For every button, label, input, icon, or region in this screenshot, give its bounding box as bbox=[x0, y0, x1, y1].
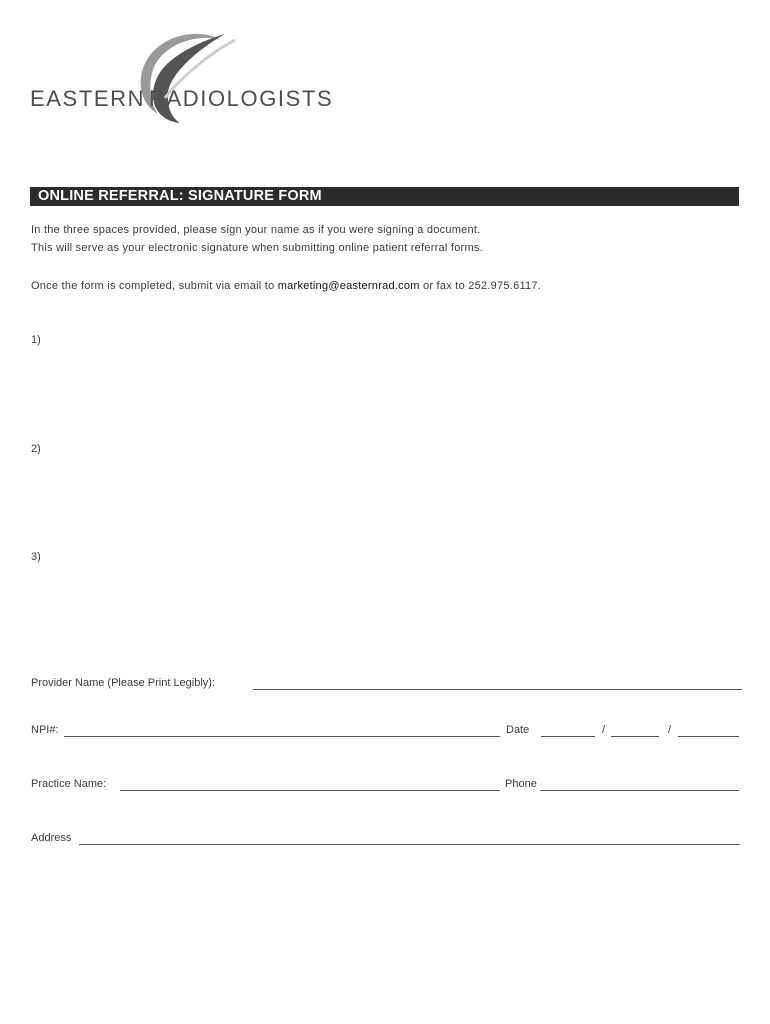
logo bbox=[30, 28, 360, 128]
npi-label: NPI#: bbox=[31, 724, 59, 736]
address-label: Address bbox=[31, 832, 72, 844]
intro-line-1: In the three spaces provided, please sign your name as if you were signing a document. bbox=[31, 224, 481, 236]
logo-word-radiologists: RADIOLOGISTS bbox=[149, 86, 334, 111]
date-label: Date bbox=[506, 724, 530, 736]
submit-instructions bbox=[31, 280, 541, 292]
intro-line-2: This will serve as your electronic signature when submitting online patient referral forms. bbox=[31, 242, 483, 254]
provider-name-label: Provider Name (Please Print Legibly): bbox=[31, 677, 216, 689]
date-separator-1: / bbox=[602, 724, 606, 736]
signature-3-area[interactable] bbox=[50, 547, 740, 627]
signature-3-label: 3) bbox=[31, 551, 41, 563]
phone-field[interactable] bbox=[540, 790, 739, 791]
signature-2-label: 2) bbox=[31, 443, 41, 455]
provider-name-field[interactable] bbox=[253, 689, 742, 690]
banner-title: ONLINE REFERRAL: SIGNATURE FORM bbox=[38, 188, 322, 204]
practice-name-field[interactable] bbox=[120, 790, 500, 791]
swoosh-logo-icon bbox=[30, 28, 360, 128]
signature-1-area[interactable] bbox=[50, 330, 740, 410]
section-banner bbox=[30, 187, 739, 206]
submit-email-link[interactable]: marketing@easternrad.com bbox=[277, 280, 420, 292]
address-field[interactable] bbox=[79, 844, 740, 845]
date-day-field[interactable] bbox=[611, 736, 659, 737]
practice-name-label: Practice Name: bbox=[31, 778, 107, 790]
phone-label: Phone bbox=[505, 778, 537, 790]
date-separator-2: / bbox=[668, 724, 672, 736]
signature-1-label: 1) bbox=[31, 334, 41, 346]
date-month-field[interactable] bbox=[541, 736, 595, 737]
date-year-field[interactable] bbox=[678, 736, 739, 737]
npi-field[interactable] bbox=[64, 736, 500, 737]
logo-word-eastern: EASTERN bbox=[30, 86, 146, 111]
submit-suffix: or fax to 252.975.6117. bbox=[419, 280, 542, 292]
submit-prefix: Once the form is completed, submit via email to bbox=[31, 280, 278, 292]
signature-2-area[interactable] bbox=[50, 439, 740, 519]
